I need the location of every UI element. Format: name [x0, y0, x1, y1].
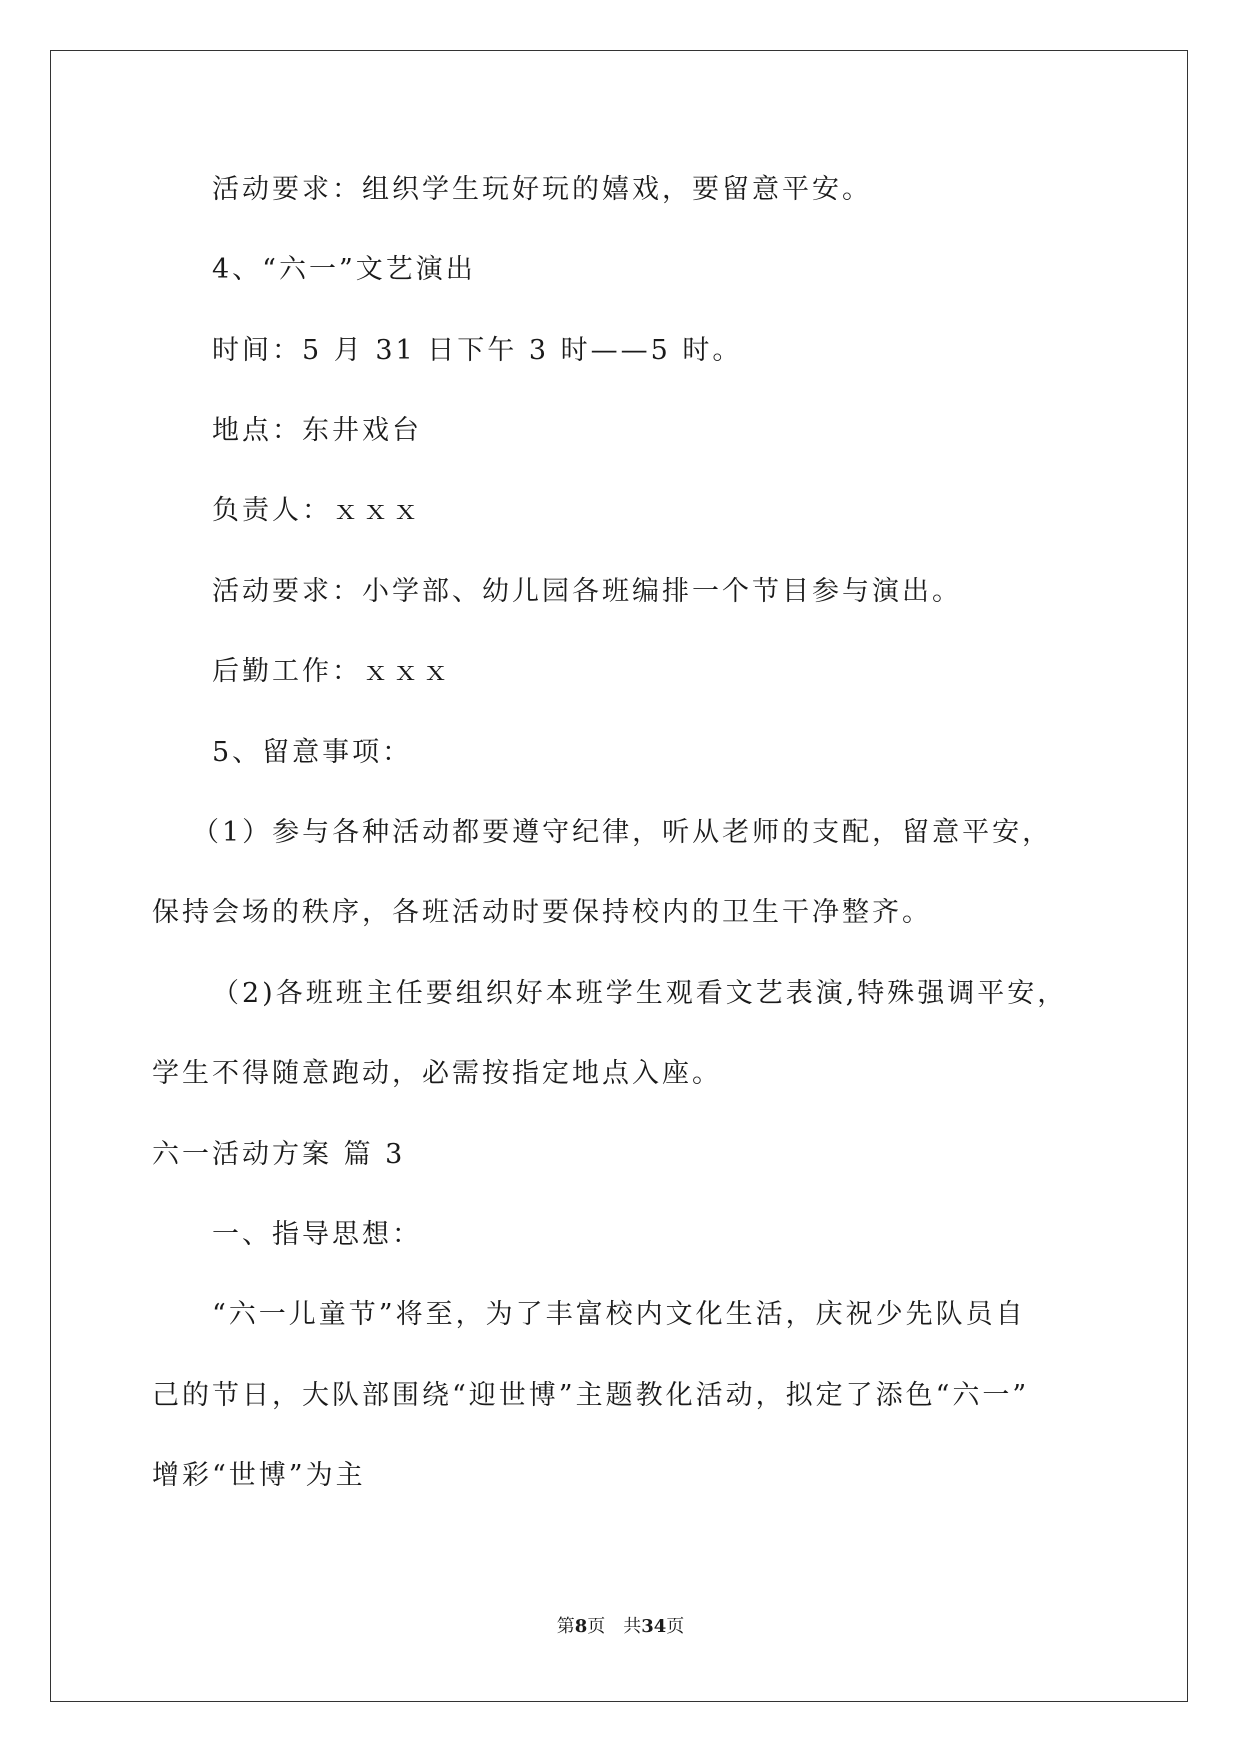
time-line: 时间：5 月 31 日下午 3 时——5 时。 [212, 335, 743, 366]
footer-suffix: 页 [666, 1616, 685, 1637]
note-1-line-2: 保持会场的秩序，各班活动时要保持校内的卫生干净整齐。 [152, 897, 932, 928]
guiding-thought-heading: 一、指导思想： [212, 1219, 422, 1250]
section-title-plan-3: 六一活动方案 篇 3 [152, 1139, 406, 1170]
logistics-line: 后勤工作：ｘｘｘ [212, 656, 452, 687]
note-2-line-2: 学生不得随意跑动，必需按指定地点入座。 [152, 1058, 722, 1089]
footer-page-number: 8 [574, 1616, 588, 1637]
footer-total-pages: 34 [641, 1616, 667, 1637]
paragraph-line-1: “六一儿童节”将至，为了丰富校内文化生活，庆祝少先队员自 [212, 1299, 1026, 1330]
paragraph-line-3: 增彩“世博”为主 [152, 1460, 366, 1491]
activity-requirement-line: 活动要求：组织学生玩好玩的嬉戏，要留意平安。 [212, 174, 872, 205]
footer-mid: 页 共 [587, 1616, 642, 1637]
paragraph-line-2: 己的节日，大队部围绕“迎世博”主题教化活动，拟定了添色“六一” [152, 1380, 1030, 1411]
page-border [50, 50, 1188, 1702]
note-2-line-1: （2)各班班主任要组织好本班学生观看文艺表演,特殊强调平安， [212, 978, 1068, 1009]
section-heading-notes: 5、留意事项： [212, 737, 413, 768]
performance-requirement-line: 活动要求：小学部、幼儿园各班编排一个节目参与演出。 [212, 576, 962, 607]
section-heading-performance: 4、“六一”文艺演出 [212, 254, 476, 285]
location-line: 地点：东井戏台 [212, 415, 422, 446]
responsible-person-line: 负责人：ｘｘｘ [212, 495, 422, 526]
note-1-line-1: （1）参与各种活动都要遵守纪律，听从老师的支配，留意平安， [192, 817, 1053, 848]
footer-prefix: 第 [556, 1616, 575, 1637]
page-footer [0, 1615, 1241, 1639]
